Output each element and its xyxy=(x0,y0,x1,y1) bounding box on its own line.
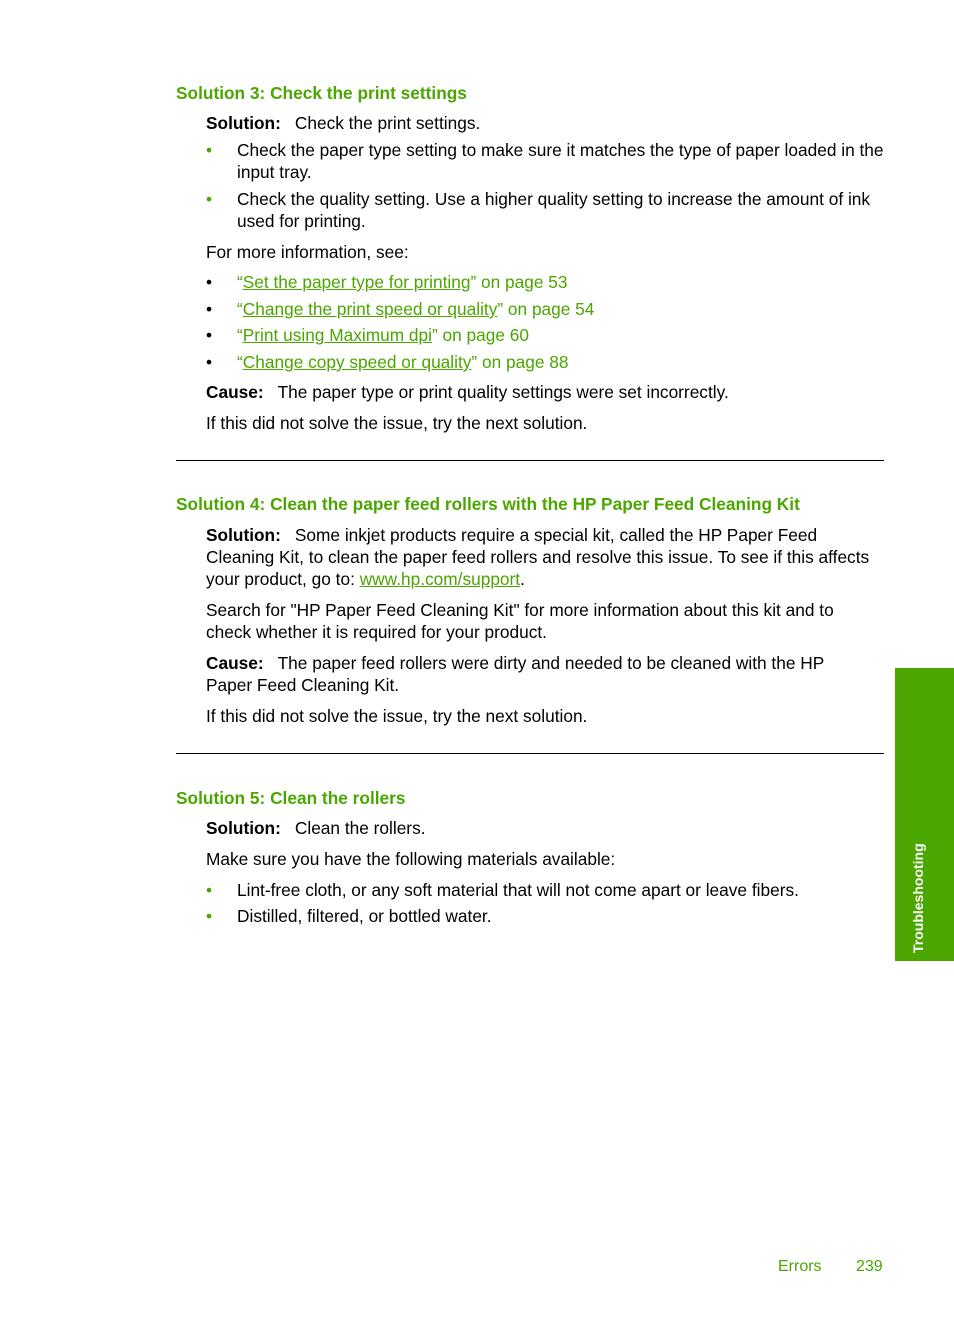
cause-paragraph xyxy=(206,652,871,696)
link-maximum-dpi[interactable]: Print using Maximum dpi xyxy=(242,325,432,345)
bullet-marker: • xyxy=(206,906,213,926)
cause-paragraph xyxy=(206,381,886,403)
section-heading-solution-3: Solution 3: Check the print settings xyxy=(176,83,467,103)
solution-label: Solution: xyxy=(206,525,281,545)
hp-support-link[interactable]: www.hp.com/support xyxy=(359,569,521,589)
solution-text: Check the print settings. xyxy=(294,113,481,133)
solution-label: Solution: xyxy=(206,113,281,133)
solution-paragraph xyxy=(206,524,886,590)
list-item: Lint-free cloth, or any soft material that will not come apart or leave fibers. xyxy=(237,880,799,900)
bullet-marker: • xyxy=(206,352,213,372)
solution-paragraph xyxy=(206,112,886,134)
page-reference: ” on page 53 xyxy=(470,272,568,292)
page-reference: ” on page 60 xyxy=(431,325,530,345)
footer-page-number: 239 xyxy=(856,1258,883,1275)
link-change-print-speed[interactable]: Change the print speed or quality xyxy=(242,299,498,319)
sentence-end: . xyxy=(520,569,525,589)
search-paragraph: Search for "HP Paper Feed Cleaning Kit" for more information about this kit and to check whether it is required for your product. xyxy=(206,600,834,642)
solution-label: Solution: xyxy=(206,818,281,838)
solution-text: Some inkjet products require a special kit, called the HP Paper Feed Cleaning Kit, to clean the paper feed rollers and resolve this issue. To see if this affects your product, go to: xyxy=(206,525,870,589)
section-divider xyxy=(176,753,884,754)
page-reference: ” on page 54 xyxy=(497,299,595,319)
cause-text: The paper type or print quality settings were set incorrectly. xyxy=(277,382,729,402)
quote-open: “ xyxy=(237,272,243,292)
bullet-marker: • xyxy=(206,189,213,209)
quote-open: “ xyxy=(237,325,243,345)
page-reference: ” on page 88 xyxy=(471,352,569,372)
quote-open: “ xyxy=(237,299,243,319)
cause-label: Cause: xyxy=(206,653,264,673)
list-item: Check the paper type setting to make sure it matches the type of paper loaded in the input tray. xyxy=(237,140,884,182)
side-tab-label: Troubleshooting xyxy=(910,843,926,953)
list-item: Check the quality setting. Use a higher quality setting to increase the amount of ink used for printing. xyxy=(237,189,871,231)
materials-intro: Make sure you have the following materials available: xyxy=(206,849,616,869)
chapter-side-tab xyxy=(895,668,954,961)
link-item xyxy=(237,351,887,373)
cause-text: The paper feed rollers were dirty and needed to be cleaned with the HP Paper Feed Cleaning Kit. xyxy=(206,653,824,695)
solution-paragraph xyxy=(206,817,886,839)
section-heading-solution-4: Solution 4: Clean the paper feed rollers with the HP Paper Feed Cleaning Kit xyxy=(176,494,800,514)
next-solution-text: If this did not solve the issue, try the next solution. xyxy=(206,706,588,726)
link-item xyxy=(237,298,887,320)
link-set-paper-type[interactable]: Set the paper type for printing xyxy=(242,272,471,292)
next-solution-text: If this did not solve the issue, try the next solution. xyxy=(206,413,588,433)
solution-text: Clean the rollers. xyxy=(294,818,426,838)
more-info-text: For more information, see: xyxy=(206,242,409,262)
link-item xyxy=(237,271,887,293)
bullet-marker: • xyxy=(206,140,213,160)
footer-section-name: Errors xyxy=(778,1258,822,1275)
bullet-marker: • xyxy=(206,325,213,345)
link-item xyxy=(237,324,887,346)
bullet-marker: • xyxy=(206,299,213,319)
section-divider xyxy=(176,460,884,461)
quote-open: “ xyxy=(237,352,243,372)
link-change-copy-speed[interactable]: Change copy speed or quality xyxy=(242,352,472,372)
bullet-marker: • xyxy=(206,272,213,292)
list-item: Distilled, filtered, or bottled water. xyxy=(237,906,492,926)
bullet-marker: • xyxy=(206,880,213,900)
cause-label: Cause: xyxy=(206,382,264,402)
section-heading-solution-5: Solution 5: Clean the rollers xyxy=(176,788,406,808)
